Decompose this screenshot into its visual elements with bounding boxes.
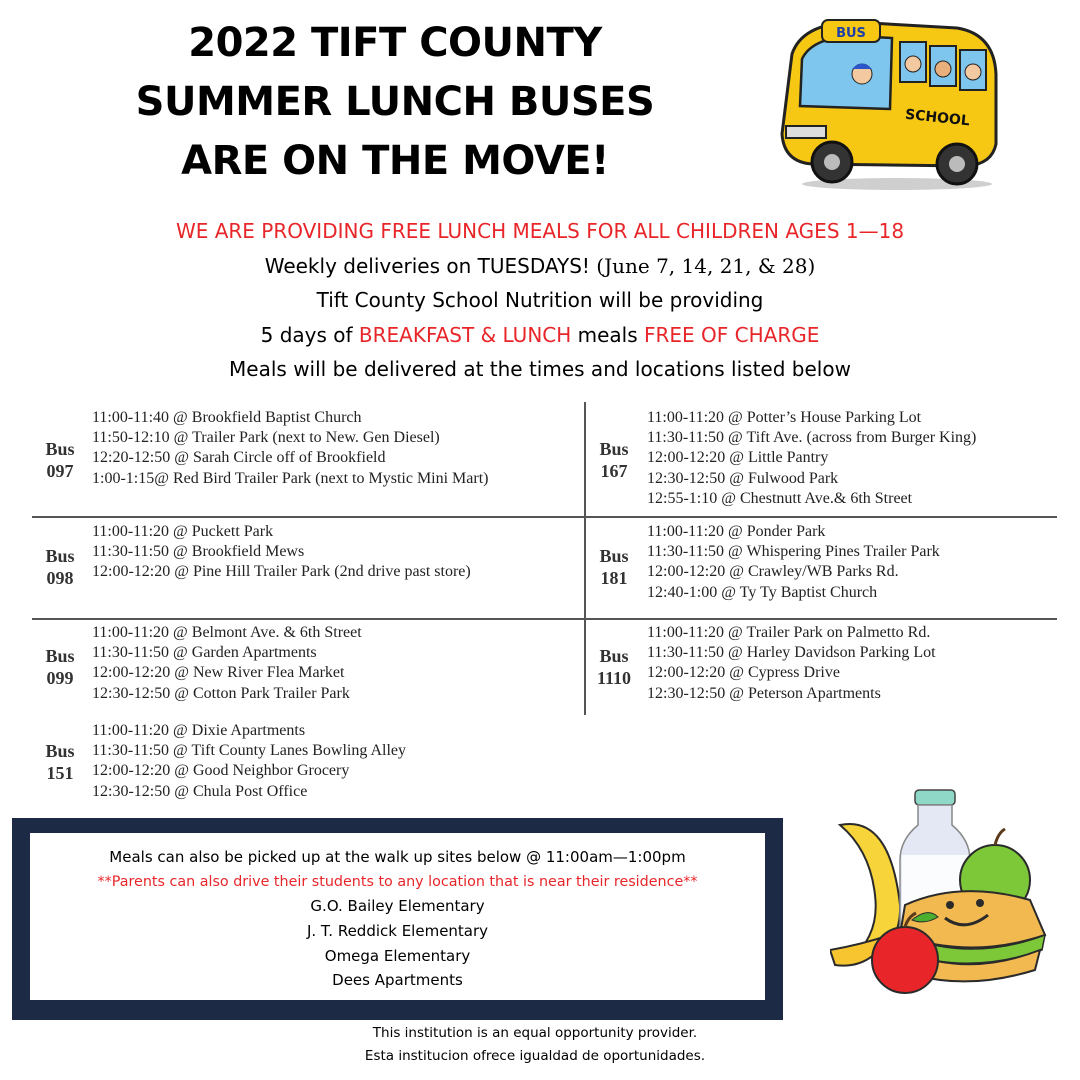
bus-stops xyxy=(92,408,488,489)
bus-side-text: SCHOOL xyxy=(904,106,971,130)
lunch-food-icon xyxy=(830,785,1055,1010)
stop-item: 12:55-1:10 @ Chestnutt Ave.& 6th Street xyxy=(647,489,913,507)
stop-item: 11:00-11:20 @ Trailer Park on Palmetto Rd. xyxy=(647,624,931,641)
walkup-sites-box xyxy=(30,833,765,1000)
footer xyxy=(225,1022,845,1068)
intro-line-meals xyxy=(0,318,1080,353)
walkup-site: G.O. Bailey Elementary xyxy=(310,897,485,916)
walkup-site: Omega Elementary xyxy=(324,946,471,965)
bus-label: Bus 099 xyxy=(45,646,75,688)
bus-label: Bus 097 xyxy=(45,439,75,481)
stop-item: 11:00-11:20 @ Dixie Apartments xyxy=(92,722,306,739)
meals-text-free: FREE OF CHARGE xyxy=(644,322,820,347)
bus-label: Bus 098 xyxy=(45,546,75,588)
walkup-heading: Meals can also be picked up at the walk up sites below @ 11:00am—1:00pm xyxy=(109,848,686,866)
bus-stops xyxy=(92,623,362,704)
meals-text-breakfast-lunch: BREAKFAST & LUNCH xyxy=(358,322,572,347)
footer-line-en: This institution is an equal opportunity provider. xyxy=(372,1025,698,1041)
title-line: 2022 TIFT COUNTY xyxy=(188,20,602,66)
bus-label: Bus 167 xyxy=(599,439,629,481)
stop-item: 12:00-12:20 @ New River Flea Market xyxy=(92,664,345,682)
stop-item: 11:30-11:50 @ Whispering Pines Trailer Park xyxy=(647,543,940,561)
stop-item: 12:30-12:50 @ Peterson Apartments xyxy=(647,684,881,702)
stop-item: 12:30-12:50 @ Chula Post Office xyxy=(92,782,308,800)
stop-item: 12:00-12:20 @ Crawley/WB Parks Rd. xyxy=(647,563,899,581)
stop-item: 12:00-12:20 @ Good Neighbor Grocery xyxy=(92,762,350,780)
stop-item: 11:00-11:20 @ Ponder Park xyxy=(647,523,826,540)
stop-item: 1:00-1:15@ Red Bird Trailer Park (next to Mystic Mini Mart) xyxy=(92,469,489,487)
stop-item: 11:30-11:50 @ Harley Davidson Parking Lot xyxy=(647,644,936,662)
stop-item: 11:00-11:20 @ Potter’s House Parking Lot xyxy=(647,409,922,426)
intro-line-free-meals: WE ARE PROVIDING FREE LUNCH MEALS FOR ALL CHILDREN AGES 1—18 xyxy=(175,219,905,243)
stop-item: 12:00-12:20 @ Little Pantry xyxy=(647,449,829,467)
stop-item: 12:20-12:50 @ Sarah Circle off of Brookfield xyxy=(92,449,386,467)
stop-item: 11:30-11:50 @ Tift Ave. (across from Burger King) xyxy=(647,429,977,447)
schedule-divider xyxy=(32,516,1057,518)
deliveries-text: Weekly deliveries on TUESDAYS! xyxy=(264,253,590,278)
meals-text-c: meals xyxy=(571,322,645,347)
bus-sign-text: BUS xyxy=(836,26,866,41)
bus-stops xyxy=(647,623,936,704)
stop-item: 11:00-11:20 @ Puckett Park xyxy=(92,523,274,540)
stop-item: 11:30-11:50 @ Garden Apartments xyxy=(92,644,317,662)
stop-item: 11:00-11:40 @ Brookfield Baptist Church xyxy=(92,409,362,426)
bus-label: Bus 181 xyxy=(599,546,629,588)
bus-stops xyxy=(92,522,471,583)
intro-line-listed-below: Meals will be delivered at the times and locations listed below xyxy=(229,357,851,381)
stop-item: 11:50-12:10 @ Trailer Park (next to New. Gen Diesel) xyxy=(92,429,440,447)
intro-line-deliveries xyxy=(0,249,1080,284)
stop-item: 12:30-12:50 @ Fulwood Park xyxy=(647,469,839,487)
stop-item: 11:00-11:20 @ Belmont Ave. & 6th Street xyxy=(92,624,362,641)
page-title xyxy=(95,14,695,191)
bus-schedule xyxy=(32,402,1057,810)
walkup-site: Dees Apartments xyxy=(332,971,463,990)
schedule-divider-vertical xyxy=(584,402,586,715)
title-line: SUMMER LUNCH BUSES xyxy=(135,79,655,125)
meals-text-a: 5 days of xyxy=(260,322,359,347)
bus-stops xyxy=(92,721,406,802)
schedule-divider xyxy=(32,618,1057,620)
school-bus-icon xyxy=(772,14,1002,192)
bus-stops xyxy=(647,522,940,603)
intro-line-nutrition: Tift County School Nutrition will be providing xyxy=(316,288,764,312)
walkup-site: J. T. Reddick Elementary xyxy=(306,922,489,941)
walkup-note: **Parents can also drive their students to any location that is near their residence** xyxy=(97,873,698,890)
bus-label: Bus 1110 xyxy=(596,646,631,688)
bus-stops xyxy=(647,408,976,509)
bus-label: Bus 151 xyxy=(45,741,75,783)
stop-item: 12:30-12:50 @ Cotton Park Trailer Park xyxy=(92,684,350,702)
stop-item: 11:30-11:50 @ Tift County Lanes Bowling Alley xyxy=(92,742,407,760)
stop-item: 12:00-12:20 @ Pine Hill Trailer Park (2nd drive past store) xyxy=(92,563,471,581)
stop-item: 11:30-11:50 @ Brookfield Mews xyxy=(92,543,305,561)
delivery-dates: (June 7, 14, 21, & 28) xyxy=(589,253,816,278)
intro xyxy=(0,214,1080,387)
stop-item: 12:40-1:00 @ Ty Ty Baptist Church xyxy=(647,583,878,601)
title-line: ARE ON THE MOVE! xyxy=(181,138,609,184)
stop-item: 12:00-12:20 @ Cypress Drive xyxy=(647,664,840,682)
footer-line-es: Esta institucion ofrece igualdad de oportunidades. xyxy=(364,1048,706,1064)
